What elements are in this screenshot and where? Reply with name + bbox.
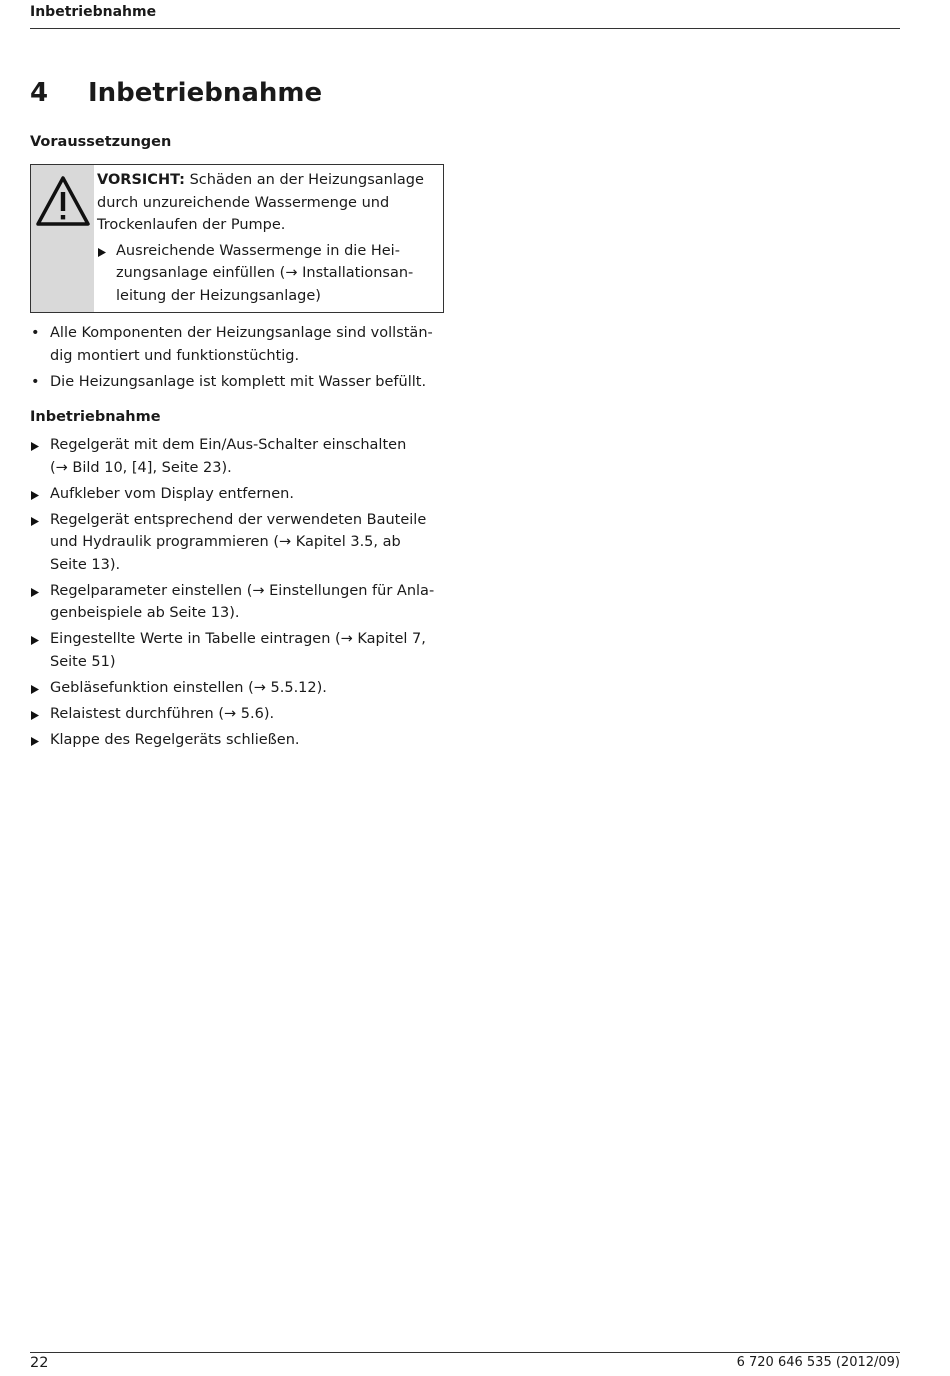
chapter-number: 4 <box>30 78 49 108</box>
step-triangle-icon <box>31 442 39 451</box>
warning-box <box>30 164 444 313</box>
bullet-icon: • <box>31 373 40 390</box>
header-divider <box>30 28 900 29</box>
step-item: Aufkleber vom Display entfernen. <box>30 483 450 506</box>
chapter-title: Inbetriebnahme <box>88 78 323 108</box>
step-triangle-icon <box>98 248 106 257</box>
prerequisite-list <box>30 322 450 397</box>
list-item: • Die Heizungsanlage ist komplett mit Wasser befüllt. <box>30 371 450 394</box>
step-item: Eingestellte Werte in Tabelle eintragen (→ Kapitel 7, Seite 51) <box>30 628 450 673</box>
warning-icon-panel <box>31 165 94 312</box>
step-triangle-icon <box>31 491 39 500</box>
warning-text <box>97 169 433 307</box>
warning-action-step: Ausreichende Wassermenge in die Hei- zungsanlage einfüllen (→ Installationsan- leitung der Heizungsanlage) <box>97 240 433 308</box>
step-item: Gebläsefunktion einstellen (→ 5.5.12). <box>30 677 450 700</box>
commissioning-heading: Inbetriebnahme <box>30 409 161 425</box>
prerequisites-heading: Voraussetzungen <box>30 134 172 150</box>
step-triangle-icon <box>31 517 39 526</box>
document-id: 6 720 646 535 (2012/09) <box>736 1355 900 1370</box>
bullet-icon: • <box>31 325 40 341</box>
warning-line-2: durch unzureichende Wassermenge und <box>97 194 390 211</box>
step-triangle-icon <box>31 588 39 597</box>
step-triangle-icon <box>31 737 39 746</box>
warning-signal-word: VORSICHT: <box>97 172 185 188</box>
step-triangle-icon <box>31 636 39 645</box>
footer-divider <box>30 1352 900 1353</box>
warning-line-3: Trockenlaufen der Pumpe. <box>97 217 286 233</box>
step-item: Regelgerät entsprechend der verwendeten Bauteile und Hydraulik programmieren (→ Kapitel 3.5, ab Seite 13). <box>30 509 450 577</box>
page-number: 22 <box>30 1355 49 1371</box>
chapter-heading <box>30 78 322 108</box>
running-header: Inbetriebnahme <box>30 4 157 20</box>
warning-triangle-icon <box>35 175 91 227</box>
step-item: Regelparameter einstellen (→ Einstellungen für Anla- genbeispiele ab Seite 13). <box>30 580 450 625</box>
commissioning-steps <box>30 434 450 755</box>
step-item: Relaistest durchführen (→ 5.6). <box>30 703 450 726</box>
step-item: Klappe des Regelgeräts schließen. <box>30 729 450 752</box>
step-triangle-icon <box>31 685 39 694</box>
step-item: Regelgerät mit dem Ein/Aus-Schalter einschalten (→ Bild 10, [4], Seite 23). <box>30 434 450 479</box>
step-triangle-icon <box>31 711 39 720</box>
list-item: • Alle Komponenten der Heizungsanlage sind vollstän- dig montiert und funktionstüchtig. <box>30 322 450 367</box>
warning-line-1: VORSICHT: Schäden an der Heizungsanlage <box>97 172 424 188</box>
